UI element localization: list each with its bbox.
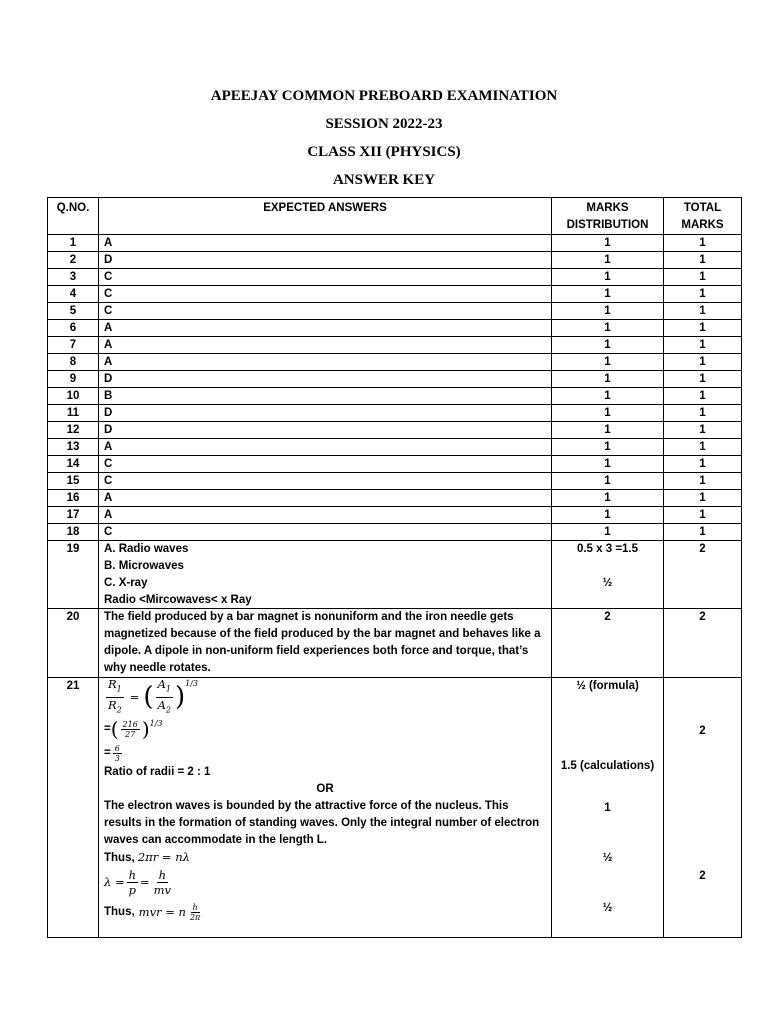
- table-row-q19: [48, 540, 742, 609]
- total-cell: 1: [664, 319, 742, 336]
- marks-cell: [552, 678, 664, 937]
- qno-cell: 2: [48, 251, 99, 268]
- marks-calculations: 1.5 (calculations): [560, 759, 655, 772]
- marks-line: ½: [602, 576, 613, 589]
- table-row: [48, 404, 742, 421]
- marks-cell: 1: [552, 455, 664, 472]
- qno-cell: 1: [48, 234, 99, 251]
- answer-cell: A: [99, 438, 552, 455]
- qno-cell: 15: [48, 472, 99, 489]
- qno-cell: 19: [48, 540, 99, 609]
- marks-cell: 1: [552, 302, 664, 319]
- marks-cell: 1: [552, 387, 664, 404]
- total-cell: 1: [664, 506, 742, 523]
- fraction: $\frac{6}{3}$: [114, 743, 120, 763]
- header-total-line2: MARKS: [681, 218, 724, 231]
- table-row: [48, 455, 742, 472]
- answer-cell: C: [99, 302, 552, 319]
- total-cell: 1: [664, 370, 742, 387]
- qno-cell: 21: [48, 678, 99, 937]
- table-row-q20: [48, 609, 742, 678]
- marks-alt-2: ½: [602, 851, 613, 864]
- header-total-marks: [664, 198, 742, 235]
- table-row: [48, 234, 742, 251]
- answer-cell: [99, 540, 552, 609]
- marks-alt-3: ½: [602, 901, 613, 914]
- marks-cell: 1: [552, 336, 664, 353]
- marks-cell: 1: [552, 268, 664, 285]
- qno-cell: 9: [48, 370, 99, 387]
- answer-cell: A: [99, 353, 552, 370]
- answer-cell: C: [99, 523, 552, 540]
- answer-cell: A: [99, 489, 552, 506]
- table-row: [48, 251, 742, 268]
- marks-alt-1: 1: [604, 801, 611, 814]
- marks-cell: 1: [552, 438, 664, 455]
- table-row: [48, 472, 742, 489]
- total-part-2: 2: [699, 869, 706, 882]
- answer-cell: A: [99, 234, 552, 251]
- fraction: $\frac{h}{2\pi}$: [189, 903, 201, 922]
- qno-cell: 14: [48, 455, 99, 472]
- total-cell: 1: [664, 268, 742, 285]
- table-row: [48, 285, 742, 302]
- answer-cell: C: [99, 472, 552, 489]
- marks-cell: 1: [552, 251, 664, 268]
- table-row: [48, 370, 742, 387]
- total-cell: 2: [664, 540, 742, 609]
- answer-cell: A: [99, 506, 552, 523]
- header-marks-line2: DISTRIBUTION: [566, 218, 649, 231]
- exam-title: APEEJAY COMMON PREBOARD EXAMINATION: [210, 88, 558, 104]
- total-cell: 1: [664, 285, 742, 302]
- table-row: [48, 421, 742, 438]
- marks-formula: ½ (formula): [576, 680, 639, 693]
- equation-result: = $\frac{6}{3}$: [104, 743, 120, 763]
- equation-de-broglie: λ = $\frac{h}{p}$ = $\frac{h}{mv}$: [104, 868, 172, 897]
- table-row: [48, 336, 742, 353]
- ratio-line: Ratio of radii = 2 : 1: [104, 766, 211, 779]
- qno-cell: 11: [48, 404, 99, 421]
- answer-cell: A: [99, 319, 552, 336]
- marks-cell: 1: [552, 234, 664, 251]
- class-title: CLASS XII (PHYSICS): [307, 144, 461, 160]
- fraction: $\frac{A_1}{A_2}$: [157, 677, 171, 714]
- qno-cell: 10: [48, 387, 99, 404]
- or-separator: OR: [316, 782, 334, 795]
- marks-cell: 1: [552, 353, 664, 370]
- header-marks-distribution: [552, 198, 664, 235]
- marks-cell: 1: [552, 319, 664, 336]
- answer-key-title: ANSWER KEY: [332, 172, 436, 188]
- total-cell: 1: [664, 455, 742, 472]
- answer-line: C. X-ray: [104, 576, 148, 589]
- total-cell: 1: [664, 421, 742, 438]
- marks-cell: 1: [552, 472, 664, 489]
- table-row-q21: [48, 678, 742, 937]
- session-title: SESSION 2022-23: [325, 116, 443, 132]
- qno-cell: 13: [48, 438, 99, 455]
- qno-cell: 8: [48, 353, 99, 370]
- total-cell: 1: [664, 438, 742, 455]
- marks-cell: 2: [552, 609, 664, 678]
- marks-cell: 1: [552, 404, 664, 421]
- marks-cell: 1: [552, 506, 664, 523]
- marks-cell: 1: [552, 523, 664, 540]
- qno-cell: 5: [48, 302, 99, 319]
- answer-cell: The field produced by a bar magnet is nonuniform and the iron needle gets magnetized because of the field produced by the bar magnet and behaves like a dipole. A dipole in non-uniform field experiences both force and torque, that’s why needle rotates.: [99, 609, 552, 678]
- fraction: $\frac{h}{mv}$: [153, 868, 172, 897]
- total-cell: 1: [664, 353, 742, 370]
- marks-cell: 1: [552, 421, 664, 438]
- table-row: [48, 319, 742, 336]
- total-cell: 1: [664, 387, 742, 404]
- answer-key-table: [47, 197, 742, 938]
- header-expected-answers: EXPECTED ANSWERS: [99, 198, 552, 235]
- total-cell: 1: [664, 302, 742, 319]
- answer-cell: C: [99, 268, 552, 285]
- table-row: [48, 489, 742, 506]
- qno-cell: 7: [48, 336, 99, 353]
- marks-cell: 1: [552, 370, 664, 387]
- marks-cell: [552, 540, 664, 609]
- qno-cell: 6: [48, 319, 99, 336]
- answer-line: B. Microwaves: [104, 559, 184, 572]
- answer-cell: A: [99, 336, 552, 353]
- table-row: [48, 268, 742, 285]
- table-row: [48, 523, 742, 540]
- total-part-1: 2: [699, 725, 706, 738]
- qno-cell: 18: [48, 523, 99, 540]
- qno-cell: 16: [48, 489, 99, 506]
- answer-cell: C: [99, 455, 552, 472]
- total-cell: 1: [664, 234, 742, 251]
- table-row: [48, 302, 742, 319]
- alternate-answer-text: The electron waves is bounded by the attractive force of the nucleus. This results in the formation of standing waves. Only the integral number of electron waves can accommodate in the length L.: [104, 799, 540, 846]
- thus-line-2: Thus, mvr = n $\frac{h}{2\pi}$: [104, 903, 201, 922]
- qno-cell: 12: [48, 421, 99, 438]
- table-row: [48, 387, 742, 404]
- qno-cell: 20: [48, 609, 99, 678]
- answer-cell: B: [99, 387, 552, 404]
- table-row: [48, 438, 742, 455]
- answer-cell: D: [99, 251, 552, 268]
- marks-cell: 1: [552, 489, 664, 506]
- total-cell: 1: [664, 251, 742, 268]
- qno-cell: 3: [48, 268, 99, 285]
- total-cell: 1: [664, 336, 742, 353]
- header-qno: Q.NO.: [48, 198, 99, 235]
- total-cell: 1: [664, 404, 742, 421]
- answer-cell: D: [99, 421, 552, 438]
- qno-cell: 17: [48, 506, 99, 523]
- marks-line: 0.5 x 3 =1.5: [576, 542, 639, 555]
- table-row: [48, 506, 742, 523]
- qno-cell: 4: [48, 285, 99, 302]
- total-cell: 1: [664, 472, 742, 489]
- fraction: $\frac{h}{p}$: [128, 868, 137, 897]
- table-row: [48, 353, 742, 370]
- equation-radius-ratio: $\frac{R_1}{R_2}$ = ( $\frac{A_1}{A_2}$ ) $^{1/3}$: [104, 678, 546, 716]
- marks-cell: 1: [552, 285, 664, 302]
- total-cell: 1: [664, 489, 742, 506]
- answer-cell: D: [99, 370, 552, 387]
- header-marks-line1: MARKS: [586, 202, 629, 214]
- equation-substitution: = ( $\frac{216}{27}$ ) $^{1/3}$: [104, 716, 163, 741]
- answer-line: Radio <Mircowaves< x Ray: [104, 593, 252, 606]
- answer-cell: D: [99, 404, 552, 421]
- total-cell: [664, 678, 742, 937]
- answer-cell: C: [99, 285, 552, 302]
- total-cell: 2: [664, 609, 742, 678]
- answer-cell: [99, 678, 552, 937]
- thus-line-1: Thus, 2πr = nλ: [104, 849, 190, 864]
- fraction: $\frac{216}{27}$: [122, 719, 138, 739]
- header-total-line1: TOTAL: [683, 202, 722, 214]
- answer-line: A. Radio waves: [104, 542, 189, 555]
- table-header-row: [48, 198, 742, 235]
- total-cell: 1: [664, 523, 742, 540]
- fraction: $\frac{R_1}{R_2}$: [108, 677, 122, 714]
